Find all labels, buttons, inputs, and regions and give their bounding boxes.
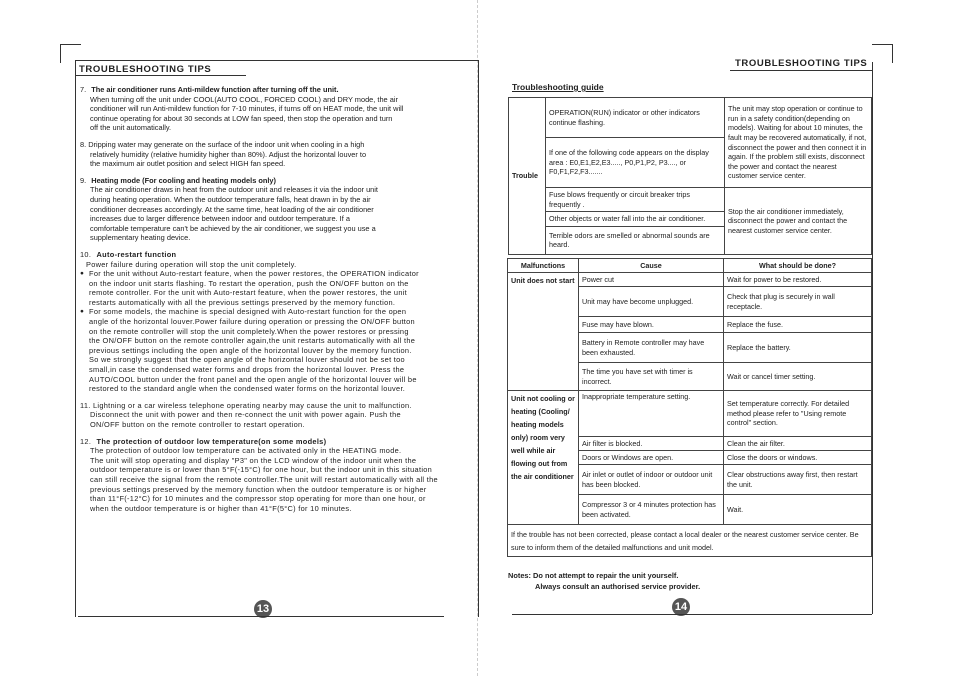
table-row-action: Clear obstructions away first, then restart the unit. bbox=[724, 465, 872, 495]
page-number-left: 13 bbox=[254, 600, 272, 618]
table-footer-note: If the trouble has not been corrected, please contact a local dealer or the nearest customer service center. Be sure to inform them of the detailed malfunctions and unit model. bbox=[508, 525, 872, 557]
table-row: Doors or Windows are open. bbox=[579, 451, 724, 465]
guide-action-top: The unit may stop operation or continue to run in a safety condition(depending on models). Waiting for about 10 minutes, the fault may be recovered automatically, if not, disconnect the power and then connect it in again. If the problem still exists, disconnect the power and contact the nearest customer service center. bbox=[725, 98, 872, 188]
table-row-action: Close the doors or windows. bbox=[724, 451, 872, 465]
item-9: 9. Heating mode (For cooling and heating models only) The air conditioner draws in heat from the outdoor unit and releases it via the indoor unit during heating operation. When the outdoor temperature falls, heat drawn in by the air conditioner decreases accordingly. At the same time, heat loading of the air conditioner increases due to larger difference between indoor and outdoor temperature. If a comfortable temperature can't be achieved by the air conditioner, we suggest you use a supplementary heating device. bbox=[80, 175, 378, 243]
crop-mark-top-right bbox=[872, 44, 893, 63]
item-7: 7. The air conditioner runs Anti-mildew function after turning off the unit. When turning off the unit under COOL(AUTO COOL, FORCED COOL) and DRY mode, the air conditioner will run Anti-mildew function for 7-10 minutes, if turns off on HEAT mode, the unit will continue operating for about 30 seconds at LOW fan speed, then stop the operation and turn off the unit automatically. bbox=[80, 85, 404, 133]
left-bottom-rule bbox=[78, 616, 444, 617]
notes-line-2: Always consult an authorised service provider. bbox=[535, 582, 701, 591]
table-row: Power cut bbox=[579, 273, 724, 287]
notes-line-1: Notes: Do not attempt to repair the unit yourself. bbox=[508, 571, 679, 580]
guide-cause-3: Fuse blows frequently or circuit breaker trips frequently . bbox=[546, 188, 725, 212]
header-cause: Cause bbox=[579, 259, 724, 273]
left-page-header: TROUBLESHOOTING TIPS bbox=[79, 64, 212, 75]
right-page-header: TROUBLESHOOTING TIPS bbox=[735, 58, 868, 69]
left-page-body bbox=[80, 85, 476, 520]
header-malfunctions: Malfunctions bbox=[508, 259, 579, 273]
table-row-action: Replace the fuse. bbox=[724, 317, 872, 333]
table-row: The time you have set with timer is incorrect. bbox=[579, 363, 724, 391]
page-number-right: 14 bbox=[672, 598, 690, 616]
item-12: 12. The protection of outdoor low temperature(on some models) The protection of outdoor low temperature can be activated only in the HEATING mode. The unit will stop operating and display "P3" on the LCD window of the indoor unit when the outdoor temperature is or lower than 5°F(-15°C) for one hour, but the indoor unit in this situation can still receive the signal from the remote controller.The unit will restart automatically with all the previous settings preserved by the memory function when the outdoor temperature is or higher than 11°F(-12°C) for 10 minutes and the compressor stop operating for more than one hour, or when the outdoor temperature is or higher than 41°F(5°C) for 10 minutes. bbox=[80, 436, 438, 513]
table-row: Battery in Remote controller may have been exhausted. bbox=[579, 333, 724, 363]
item-11: 11. Lightning or a car wireless telephone operating nearby may cause the unit to malfunction. Disconnect the unit with power and then re-connect the unit with power again. Push the ON/OFF button on the remote controller to restart operation. bbox=[80, 400, 412, 429]
table-row: Fuse may have blown. bbox=[579, 317, 724, 333]
table-row-action: Check that plug is securely in wall receptacle. bbox=[724, 287, 872, 317]
guide-cause-5: Terrible odors are smelled or abnormal sounds are heard. bbox=[546, 226, 725, 254]
guide-cause-2: If one of the following code appears on the display area : E0,E1,E2,E3....., P0,P1,P2, P3...., or F0,F1,F2,F3....... bbox=[546, 138, 725, 188]
guide-cause-1: OPERATION(RUN) indicator or other indicators continue flashing. bbox=[546, 98, 725, 138]
malfunctions-table bbox=[507, 258, 872, 557]
item-7-title: The air conditioner runs Anti-mildew function after turning off the unit. bbox=[91, 85, 339, 94]
table-row: Inappropriate temperature setting. bbox=[579, 391, 724, 437]
table-row-action: Clean the air filter. bbox=[724, 437, 872, 451]
item-9-title: Heating mode (For cooling and heating models only) bbox=[91, 175, 277, 185]
header-what-to-do: What should be done? bbox=[724, 259, 872, 273]
left-header-rule bbox=[76, 75, 246, 76]
table-row: Unit may have become unplugged. bbox=[579, 287, 724, 317]
table-row-action: Wait for power to be restored. bbox=[724, 273, 872, 287]
guide-cause-4: Other objects or water fall into the air conditioner. bbox=[546, 212, 725, 227]
guide-row-label: Trouble bbox=[509, 98, 546, 255]
table-row-action: Wait. bbox=[724, 495, 872, 525]
table-row-action: Replace the battery. bbox=[724, 333, 872, 363]
item-10-bullet-1: ● For the unit without Auto-restart feature, when the power restores, the OPERATION indicator on the indoor unit starts flashing. To restart the operation, push the ON/OFF button on the remote controller. For the unit with Auto-restart feature, when the power restores, the unit restarts automatically with all the previous settings preserved by the memory function. bbox=[80, 269, 476, 307]
item-8: 8. Dripping water may generate on the surface of the indoor unit when cooling in a high relatively humidity (relative humidity higher than 80%). Adjust the horizontal louver to the maximum air outlet position and select HIGH fan speed. bbox=[80, 139, 367, 169]
table-row: Compressor 3 or 4 minutes protection has been activated. bbox=[579, 495, 724, 525]
group-1-label: Unit does not start bbox=[508, 273, 579, 391]
table-row-action: Set temperature correctly. For detailed method please refer to "Using remote control" section. bbox=[724, 391, 872, 437]
item-10-title: Auto-restart function bbox=[96, 249, 177, 259]
table-row-action: Wait or cancel timer setting. bbox=[724, 363, 872, 391]
guide-action-bottom: Stop the air conditioner immediately, disconnect the power and contact the nearest customer service center. bbox=[725, 188, 872, 255]
item-12-title: The protection of outdoor low temperature(on some models) bbox=[96, 436, 327, 446]
group-2-label: Unit not cooling or heating (Cooling/ heating models only) room very well while air flowing out from the air conditioner bbox=[508, 391, 579, 525]
troubleshooting-guide-table bbox=[508, 97, 872, 255]
table-row: Air inlet or outlet of indoor or outdoor unit has been blocked. bbox=[579, 465, 724, 495]
item-10-bullet-2: ● For some models, the machine is special designed with Auto-restart function for the open angle of the horizontal louver.Power failure during operation or pressing the ON/OFF button on the remote controller will stop the unit completely.When the power restores or pressing the ON/OFF button on the remote controller again,the unit restarts automatically with all the previous settings including the open angle of the horizontal louver by the memory function. So we strongly suggest that the open angle of the horizontal louver should not be set too small,in case the condensed water forms and drops from the horizontal louver. Press the AUTO/COOL button under the front panel and the open angle of the horizontal louver will be restored to the standard angle when the condensed water forms on the horizontal louver. bbox=[80, 307, 476, 393]
right-header-rule bbox=[730, 70, 872, 71]
item-10: 10. Auto-restart function Power failure during operation will stop the unit completely. ● For the unit without Auto-restart feature, when the power restores, the OPERATION indicator on the indoor unit starts flashing. To restart the operation, push the ON/OFF button on the remote controller. For the unit with Auto-restart feature, when the power restores, the unit restarts automatically with all the previous settings preserved by the memory function. ● For some models, the machine is special designed with Auto-restart function for the open angle of the horizontal louver.Power failure during operation or pressing the ON/OFF button on the remote controller will stop the unit completely.When the power restores or pressing the ON/OFF button on the remote controller again,the unit restarts automatically with all the previous settings including the open angle of the horizontal louver by the memory function. So we strongly suggest that the open angle of the horizontal louver should not be set too small,in case the condensed water forms and drops from the horizontal louver. Press the AUTO/COOL button under the front panel and the open angle of the horizontal louver will be restored to the standard angle when the condensed water forms on the horizontal louver. bbox=[80, 250, 476, 394]
table-row: Air filter is blocked. bbox=[579, 437, 724, 451]
guide-title: Troubleshooting guide bbox=[512, 82, 604, 92]
right-bottom-rule bbox=[512, 614, 872, 615]
